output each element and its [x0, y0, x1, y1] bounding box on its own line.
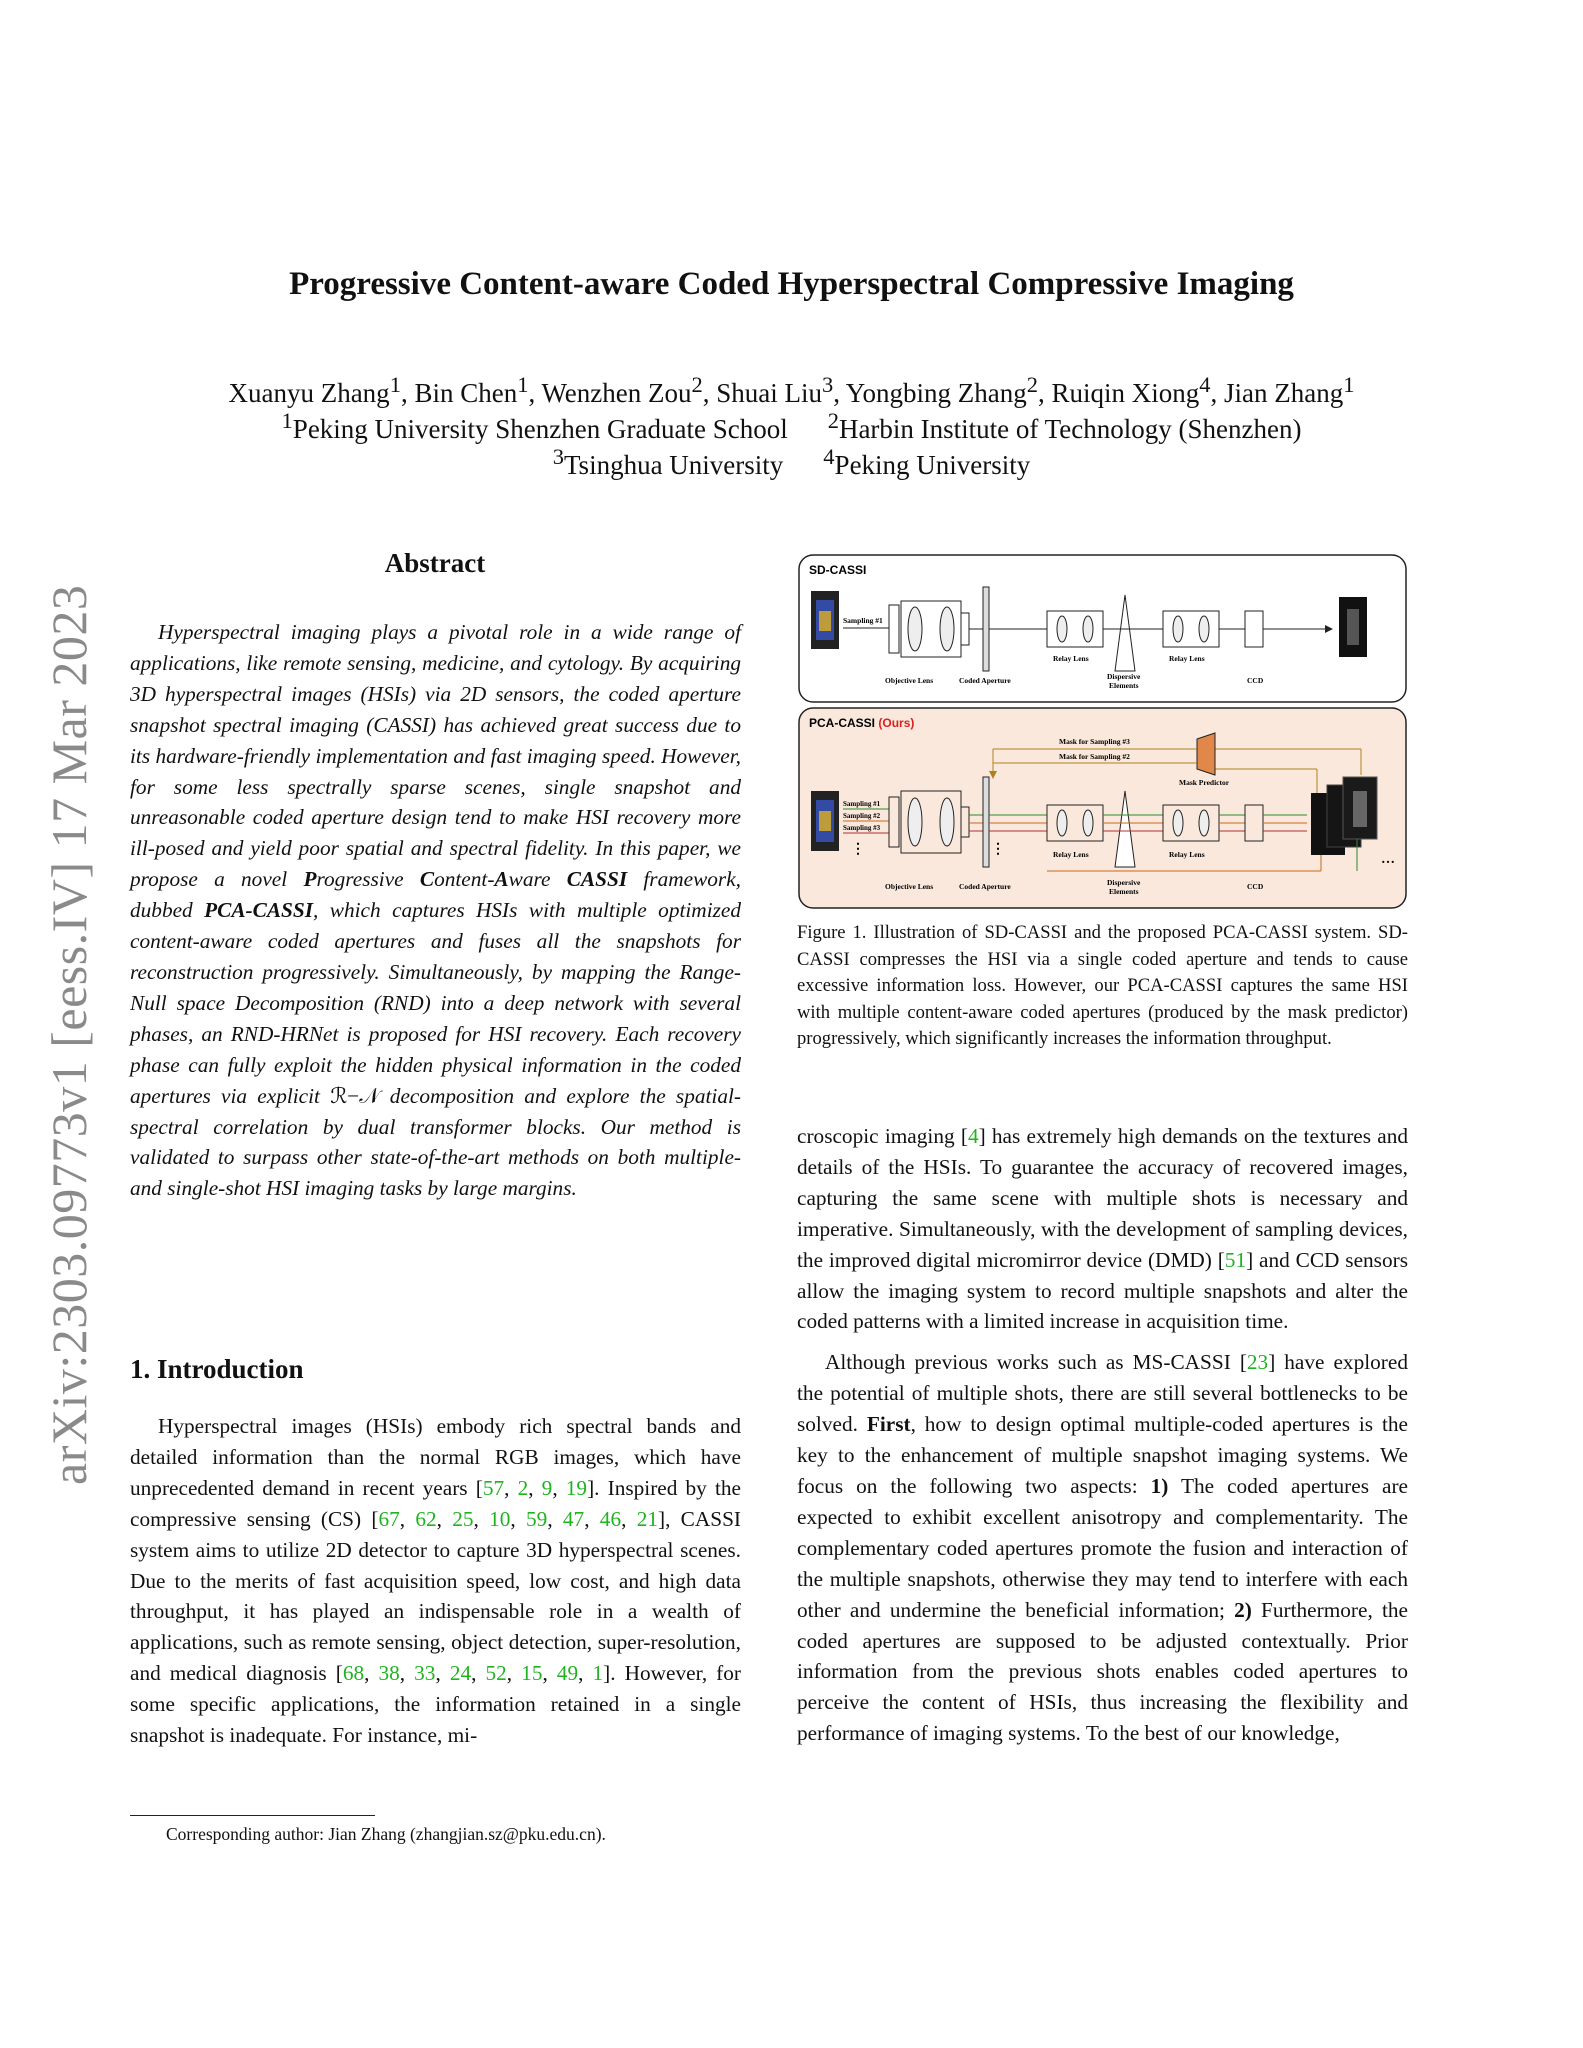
citation-link[interactable]: 38	[378, 1661, 400, 1686]
citation-link[interactable]: 10	[489, 1506, 511, 1531]
paragraph: Although previous works such as MS-CASSI [23] have explored the potential of multiple shots, there are still several bottlenecks to be solved. First, how to design optimal multiple-coded apertures is the key to the enhancement of multiple snapshot imaging systems. We focus on the following two aspects: 1) The coded apertures are expected to exhibit excellent anisotropy and complementarity. The complementary coded apertures promote the fusion and interaction of the multiple snapshots, otherwise they may tend to interfere with each other and undermine the beneficial information; 2) Furthermore, the coded apertures are supposed to be adjusted contextually. Prior information from the previous shots enables coded apertures to perceive the content of HSIs, thus increasing the flexibility and performance of imaging systems. To the best of our knowledge,	[797, 1350, 1408, 1746]
citation-link[interactable]: 2	[517, 1475, 529, 1500]
arxiv-stamp: arXiv:2303.09773v1 [eess.IV] 17 Mar 2023	[41, 584, 97, 1485]
svg-text:⋮: ⋮	[991, 842, 1005, 857]
figure-1-caption: Figure 1. Illustration of SD-CASSI and the proposed PCA-CASSI system. SD-CASSI compresses the HSI via a single coded aperture and tends to cause excessive information loss. However, our PCA-CASSI captures the same HSI with multiple content-aware coded apertures (produced by the mask predictor) progressively, which significantly increases the information throughput.	[797, 922, 1408, 1049]
intro-text: Hyperspectral images (HSIs) embody rich spectral bands and detailed information than the normal RGB images, which have unprecedented demand in recent years [57, 2, 9, 19]. Inspired by the compressive sensing (CS) [67, 62, 25, 10, 59, 47, 46, 21], CASSI system aims to utilize 2D detector to capture 3D hyperspectral scenes. Due to the merits of fast acquisition speed, low cost, and high data throughput, it has played an indispensable role in a wealth of applications, such as remote sensing, object detection, super-resolution, and medical diagnosis [68, 38, 33, 24, 52, 15, 49, 1]. However, for some specific applications, the information retained in a single snapshot is inadequate. For instance, mi-	[130, 1414, 742, 1748]
mask-predictor-label: Mask Predictor	[1179, 778, 1230, 787]
citation-link[interactable]: 9	[541, 1475, 553, 1500]
citation-link[interactable]: 15	[521, 1661, 543, 1686]
paper-title: Progressive Content-aware Coded Hyperspectral Compressive Imaging	[289, 266, 1294, 302]
elements-label: Elements	[1109, 887, 1139, 896]
dispersive-label: Dispersive	[1107, 878, 1141, 887]
citation-link[interactable]: 62	[415, 1506, 437, 1531]
sampling1-label: Sampling #1	[843, 616, 883, 625]
relay-lens-label: Relay Lens	[1169, 654, 1205, 663]
relay-lens-label: Relay Lens	[1053, 654, 1089, 663]
citation-link[interactable]: 51	[1224, 1247, 1247, 1272]
footnote-rule	[130, 1815, 375, 1816]
objective-lens-label: Objective Lens	[885, 676, 934, 685]
citation-link[interactable]: 59	[526, 1506, 548, 1531]
ours-label: (Ours)	[878, 716, 915, 730]
author-name: Shuai Liu	[716, 378, 822, 408]
author-affiliation-mark: 3	[822, 372, 834, 397]
svg-text:…: …	[1381, 852, 1395, 867]
author-affiliation-mark: 2	[1026, 372, 1039, 397]
mask2-label: Mask for Sampling #2	[1059, 752, 1130, 761]
author-list: Xuanyu Zhang$^1$, Bin Chen$^1$, Wenzhen Zou$^2$, Shuai Liu$^3$, Yongbing Zhang$^2$, Ruiqin Xiong$^4$, Jian Zhang$^1$	[228, 372, 1355, 408]
author-name: Ruiqin Xiong	[1051, 378, 1200, 408]
ccd-label: CCD	[1247, 882, 1264, 891]
mask-predictor-block	[1197, 733, 1215, 775]
relay-lens-label: Relay Lens	[1169, 850, 1205, 859]
elements-label: Elements	[1109, 681, 1139, 690]
author-affiliation-mark: 1	[517, 372, 529, 397]
svg-text:⋮: ⋮	[851, 842, 865, 857]
citation-link[interactable]: 52	[485, 1661, 507, 1686]
citation-link[interactable]: 1	[592, 1661, 604, 1686]
ccd-label: CCD	[1247, 676, 1264, 685]
citation-link[interactable]: 21	[636, 1506, 658, 1531]
citation-link[interactable]: 24	[449, 1661, 472, 1686]
affiliation: Peking University	[834, 450, 1031, 480]
author-name: Wenzhen Zou	[541, 378, 692, 408]
citation-link[interactable]: 19	[565, 1475, 588, 1500]
sampling2-label: Sampling #2	[843, 812, 881, 820]
citation-link[interactable]: 49	[556, 1661, 579, 1686]
citation-link[interactable]: 4	[967, 1124, 979, 1148]
svg-text:PCA-CASSI (Ours)	[809, 716, 914, 730]
author-name: Xuanyu Zhang	[228, 378, 390, 408]
abstract-heading: Abstract	[384, 548, 486, 578]
abstract-text: Hyperspectral imaging plays a pivotal role in a wide range of applications, like remote sensing, medicine, and cytology. By acquiring 3D hyperspectral images (HSIs) via 2D sensors, the coded aperture snapshot spectral imaging (CASSI) has achieved great success due to its hardware-friendly implementation and fast imaging speed. However, for some less spectrally sparse scenes, single snapshot and unreasonable coded aperture design tend to make HSI recovery more ill-posed and yield poor spatial and spectral fidelity. In this paper, we propose a novel Progressive Content-Aware CASSI framework, dubbed PCA-CASSI, which captures HSIs with multiple optimized content-aware coded apertures and fuses all the snapshots for reconstruction progressively. Simultaneously, by mapping the Range-Null space Decomposition (RND) into a deep network with several phases, an RND-HRNet is proposed for HSI recovery. Each recovery phase can fully exploit the hidden physical information in the coded apertures via explicit ℛ−𝒩 decomposition and explore the spatial-spectral correlation by dual transformer blocks. Our method is validated to surpass other state-of-the-art methods on both multiple- and single-shot HSI imaging tasks by large margins.	[130, 620, 741, 1201]
figure-1-diagram	[797, 553, 1408, 910]
mask3-label: Mask for Sampling #3	[1059, 737, 1130, 746]
citation-link[interactable]: 25	[452, 1506, 474, 1531]
citation-group: 57, 2, 9, 19	[482, 1475, 588, 1500]
citation-link[interactable]: 47	[562, 1506, 585, 1531]
affiliation: Tsinghua University	[563, 450, 784, 480]
coded-aperture-plate	[983, 777, 989, 867]
citation-group: 68, 38, 33, 24, 52, 15, 49, 1	[342, 1661, 604, 1686]
citation-link[interactable]: 57	[482, 1475, 505, 1500]
affiliation: Harbin Institute of Technology (Shenzhen)	[838, 414, 1302, 444]
citation-link[interactable]: 46	[599, 1506, 622, 1531]
paragraph: croscopic imaging [4] has extremely high demands on the textures and details of the HSIs. To guarantee the accuracy of recovered images, capturing the same scene with multiple shots is necessary and imperative. Simultaneously, with the development of sampling devices, the improved digital micromirror device (DMD) [51] and CCD sensors allow the imaging system to record multiple snapshots and alter the coded patterns with a limited increase in acquisition time.	[797, 1124, 1408, 1334]
affiliations-line-2: $^3$Tsinghua University $^4$Peking University	[552, 444, 1031, 480]
author-name: Jian Zhang	[1224, 378, 1344, 408]
sampling1-label: Sampling #1	[843, 800, 881, 808]
pca-cassi-label: PCA-CASSI	[809, 716, 876, 730]
coded-aperture-label: Coded Aperture	[959, 676, 1011, 685]
sampling3-label: Sampling #3	[843, 824, 881, 832]
citation-link[interactable]: 23	[1246, 1350, 1269, 1375]
citation-group: 67, 62, 25, 10, 59, 47, 46, 21	[378, 1506, 658, 1531]
objective-lens-label: Objective Lens	[885, 882, 934, 891]
citation-link[interactable]: 33	[414, 1661, 436, 1686]
author-affiliation-mark: 1	[1343, 372, 1355, 397]
footnote: Corresponding author: Jian Zhang (zhangjian.sz@pku.edu.cn).	[166, 1824, 606, 1844]
author-name: Yongbing Zhang	[845, 378, 1027, 408]
affiliation: Peking University Shenzhen Graduate School	[292, 414, 788, 444]
intro-heading: 1. Introduction	[130, 1354, 304, 1384]
coded-aperture-plate	[983, 587, 989, 671]
relay-lens-label: Relay Lens	[1053, 850, 1089, 859]
citation-link[interactable]: 68	[342, 1661, 365, 1686]
right-column-text	[797, 1121, 1408, 1759]
author-affiliation-mark: 1	[389, 372, 401, 397]
affiliations-line-1: $^1$Peking University Shenzhen Graduate School $^2$Harbin Institute of Technology (Shenzhen)	[281, 408, 1302, 444]
coded-aperture-label: Coded Aperture	[959, 882, 1011, 891]
citation-link[interactable]: 67	[378, 1506, 400, 1531]
author-affiliation-mark: 2	[691, 372, 703, 397]
author-affiliation-mark: 4	[1199, 372, 1211, 397]
author-name: Bin Chen	[414, 378, 518, 408]
sd-cassi-label: SD-CASSI	[809, 563, 867, 577]
dispersive-label: Dispersive	[1107, 672, 1141, 681]
